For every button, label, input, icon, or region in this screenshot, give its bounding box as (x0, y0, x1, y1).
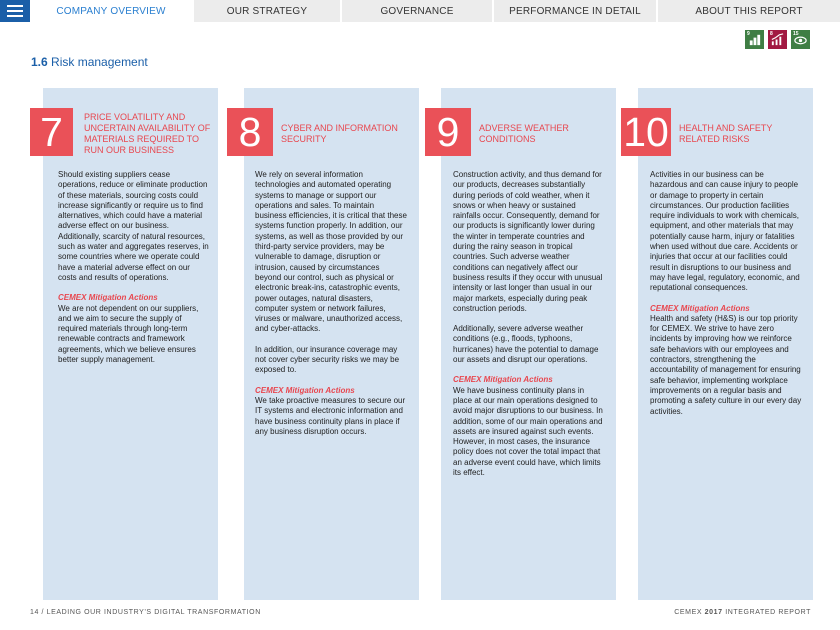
risk-title: HEALTH AND SAFETY RELATED RISKS (679, 123, 773, 144)
risk-paragraph: Activities in our business can be hazardous and can cause injury to people or damage to property in certain circumstances. Our production facilities require individuals to work with chemicals, equipment, and other materials that may potentially cause harm, injury or fatalities when used without due care. Accidents or injuries that occur at our facilities could result in disruptions to our business and may have legal, regulatory, economic, and reputational consequences. (650, 170, 800, 293)
footer-report-name: INTEGRATED REPORT (725, 609, 811, 616)
mitigation-text: We are not dependent on our suppliers, and we aim to secure the supply of required materials through long-term renewable contracts and framework agreements, which we believe ensures better supply management. (58, 303, 199, 365)
footer-company: CEMEX (674, 609, 703, 616)
risk-title: CYBER AND INFORMATION SECURITY (281, 123, 398, 144)
tab-company-overview[interactable]: COMPANY OVERVIEW (30, 0, 192, 22)
risk-paragraph: Construction activity, and thus demand for our products, decreases substantially during periods of cold weather, when it snows or when heavy or sustained rainfalls occur. Consequently, demand for our products is significantly lower during the winter in temperate countries and during the rainy season in tropical countries. Such adverse weather conditions can negatively affect our business results if they occur with unusual intensity or last longer than usual in our major markets, especially during peak construction periods. (453, 170, 603, 313)
tab-performance-in-detail[interactable]: PERFORMANCE IN DETAIL (492, 0, 656, 22)
tab-about-this-report[interactable]: ABOUT THIS REPORT (656, 0, 840, 22)
mitigation-block (650, 304, 802, 417)
risk-title: ADVERSE WEATHER CONDITIONS (479, 123, 569, 144)
eye-icon: 15 (791, 30, 810, 49)
risk-body (453, 170, 605, 488)
section-title (31, 55, 148, 69)
risk-body (650, 170, 802, 427)
mitigation-heading: CEMEX Mitigation Actions (453, 375, 553, 385)
mitigation-text: We take proactive measures to secure our IT systems and electronic information and have business continuity plans in place if any business disruption occurs. (255, 395, 406, 436)
mitigation-text: Health and safety (H&S) is our top priority for CEMEX. We strive to have zero incidents by improving how we reinforce safe behaviors with our employees and contractors, strengthening the accountability of management for ensuring safe behavior, implementing workplace improvements on a regular basis and promoting a safety culture in our every day activities. (650, 313, 802, 416)
risk-number-badge: 8 (227, 108, 273, 156)
risk-paragraph: We rely on several information technologies and automated operating systems to manage or support our operations and sales. To maintain business efficiencies, it is critical that these systems function properly. In addition, our systems, as well as those provided by our third-party service providers, may be vulnerable to damage, disruption or intrusion, caused by circumstances beyond our control, such as physical or electronic break-ins, catastrophic events, power outages, natural disasters, computer system or network failures, viruses or malware, unauthorized access, and cyber-attacks. (255, 170, 407, 334)
risk-body (255, 170, 407, 447)
mitigation-heading: CEMEX Mitigation Actions (255, 385, 355, 395)
risk-number-badge: 9 (425, 108, 471, 156)
hamburger-menu-icon[interactable] (0, 0, 30, 22)
risk-paragraph: In addition, our insurance coverage may not cover cyber security risks we may be exposed to. (255, 344, 400, 375)
footer-report-title (674, 609, 811, 616)
risk-body (58, 170, 210, 375)
risk-title: PRICE VOLATILITY AND UNCERTAIN AVAILABILITY OF MATERIALS REQUIRED TO RUN OUR BUSINESS (84, 112, 211, 155)
industry-infrastructure-icon: 9 (745, 30, 764, 49)
footer-year: 2017 (704, 609, 723, 616)
risk-number-badge: 10 (621, 108, 671, 156)
mitigation-block (255, 386, 407, 437)
mitigation-block (58, 293, 210, 365)
mitigation-block (453, 375, 605, 478)
top-navigation (0, 0, 840, 22)
mitigation-text: We have business continuity plans in place at our main operations designed to avoid major disruptions to our business. In addition, some of our main operations and assets are insured against such events. However, in most cases, the insurance policy does not cover the total impact that an adverse event could have, which limits its effect. (453, 385, 603, 478)
mitigation-heading: CEMEX Mitigation Actions (58, 293, 158, 303)
growth-chart-icon: 8 (768, 30, 787, 49)
risk-paragraph: Additionally, severe adverse weather conditions (e.g., floods, typhoons, hurricanes) have the potential to damage our assets and disrupt our operations. (453, 324, 599, 365)
footer-page-label: 14 / LEADING OUR INDUSTRY'S DIGITAL TRANSFORMATION (30, 609, 261, 616)
section-title-text: Risk management (51, 55, 148, 69)
risk-number-badge: 7 (30, 108, 73, 156)
section-number: 1.6 (31, 55, 48, 69)
tab-our-strategy[interactable]: OUR STRATEGY (192, 0, 340, 22)
risk-paragraph: Should existing suppliers cease operations, reduce or eliminate production of these materials, sourcing costs could increase significantly or require us to find alternatives, which could have a material adverse effect on our business. Additionally, scarcity of natural resources, such as water and aggregates reserves, in some countries where we operate could have a material adverse effect on our costs and results of operations. (58, 170, 209, 282)
mitigation-heading: CEMEX Mitigation Actions (650, 303, 750, 313)
tab-governance[interactable]: GOVERNANCE (340, 0, 492, 22)
